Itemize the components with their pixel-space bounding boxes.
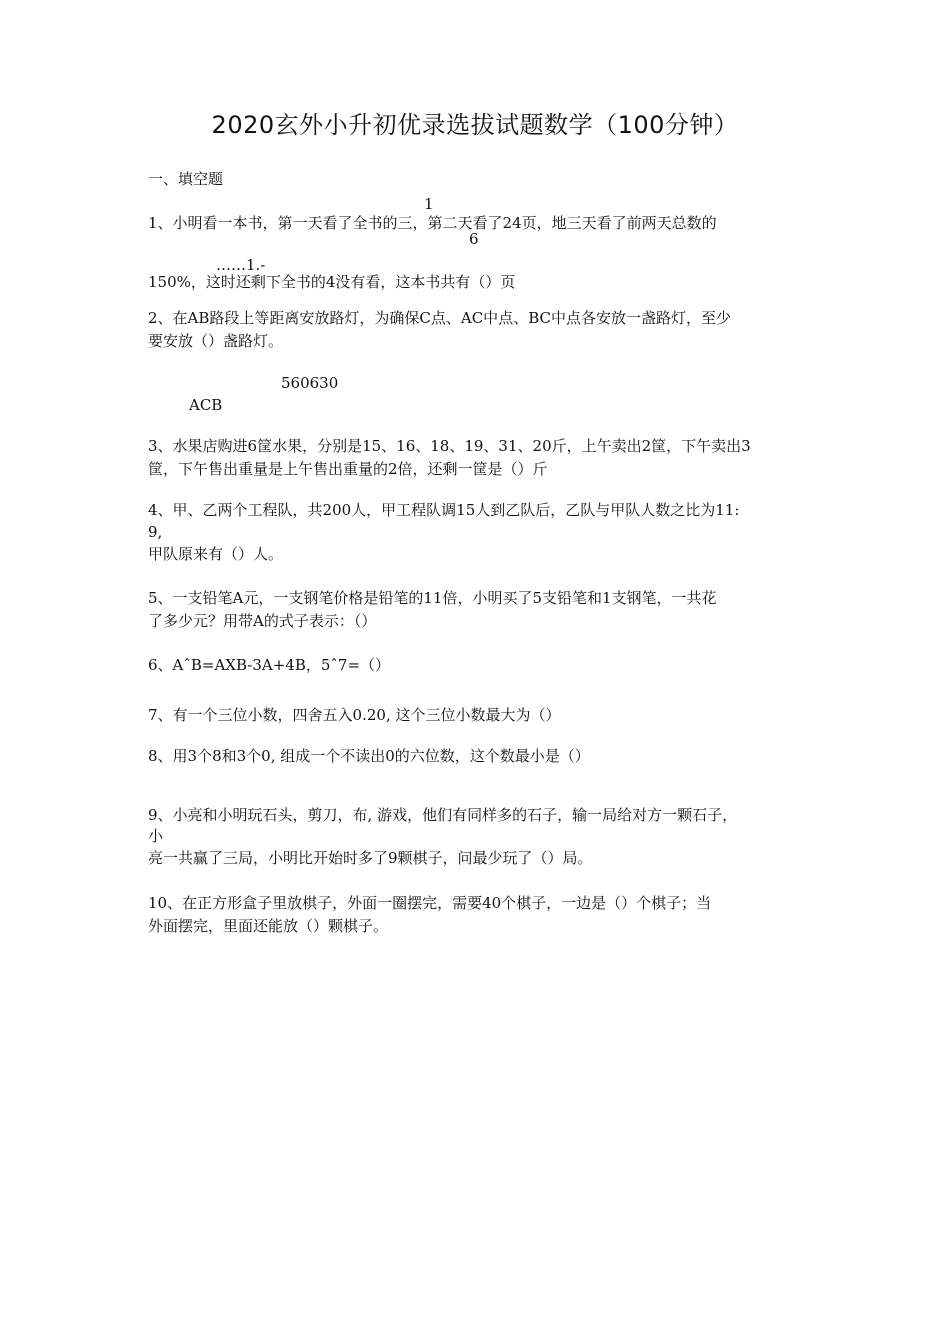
q1-note: ……1.-	[216, 256, 266, 274]
q2-diagram-numbers: 560630	[281, 374, 339, 392]
q2-diagram-points: ACB	[189, 396, 223, 414]
q5-line-2: 了多少元？用带A的式子表示：（）	[148, 612, 377, 630]
q10-line-1: 10、在正方形盒子里放棋子，外面一圈摆完，需要40个棋子，一边是（）个棋子；当	[148, 894, 712, 912]
q10-line-2: 外面摆完，里面还能放（）颗棋子。	[148, 917, 389, 935]
q1-line-1: 1、小明看一本书，第一天看了全书的三，第二天看了24页，地三天看了前两天总数的	[148, 214, 717, 232]
q3-line-1: 3、水果店购进6筐水果，分别是15、16、18、19、31、20斤，上午卖出2筐，下午卖出3	[148, 437, 751, 455]
q2-line-1: 2、在AB路段上等距离安放路灯，为确保C点、AC中点、BC中点各安放一盏路灯，至少	[148, 309, 731, 327]
q5-line-1: 5、一支铅笔A元，一支钢笔价格是铅笔的11倍，小明买了5支铅笔和1支钢笔，一共花	[148, 589, 717, 607]
q2-line-2: 要安放（）盏路灯。	[148, 332, 284, 350]
q9-line-3: 亮一共赢了三局，小明比开始时多了9颗棋子，问最少玩了（）局。	[148, 849, 593, 867]
q1-fraction-denominator: 6	[469, 230, 479, 248]
page-title: 2020玄外小升初优录选拔试题数学（100分钟）	[211, 111, 739, 139]
q4-line-2: 9,	[148, 523, 163, 541]
q6-line-1: 6、AˆB=AXB-3A+4B，5ˆ7=（）	[148, 656, 391, 674]
q3-line-2: 筐，下午售出重量是上午售出重量的2倍，还剩一筐是（）斤	[148, 460, 548, 478]
q7-line-1: 7、有一个三位小数，四舍五入0.20, 这个三位小数最大为（）	[148, 706, 561, 724]
section-heading: 一、填空题	[148, 170, 224, 188]
q8-line-1: 8、用3个8和3个0, 组成一个不读出0的六位数，这个数最小是（）	[148, 747, 590, 765]
q4-line-3: 甲队原来有（）人。	[148, 545, 284, 563]
q1-line-2: 150%，这时还剩下全书的4没有看，这本书共有（）页	[148, 273, 516, 291]
q9-line-1: 9、小亮和小明玩石头，剪刀，布, 游戏，他们有同样多的石子，输一局给对方一颗石子，	[148, 806, 738, 824]
q1-fraction-numerator: 1	[424, 195, 434, 213]
q4-line-1: 4、甲、乙两个工程队，共200人，甲工程队调15人到乙队后，乙队与甲队人数之比为11:	[148, 501, 740, 519]
q9-line-2: 小	[148, 827, 164, 845]
